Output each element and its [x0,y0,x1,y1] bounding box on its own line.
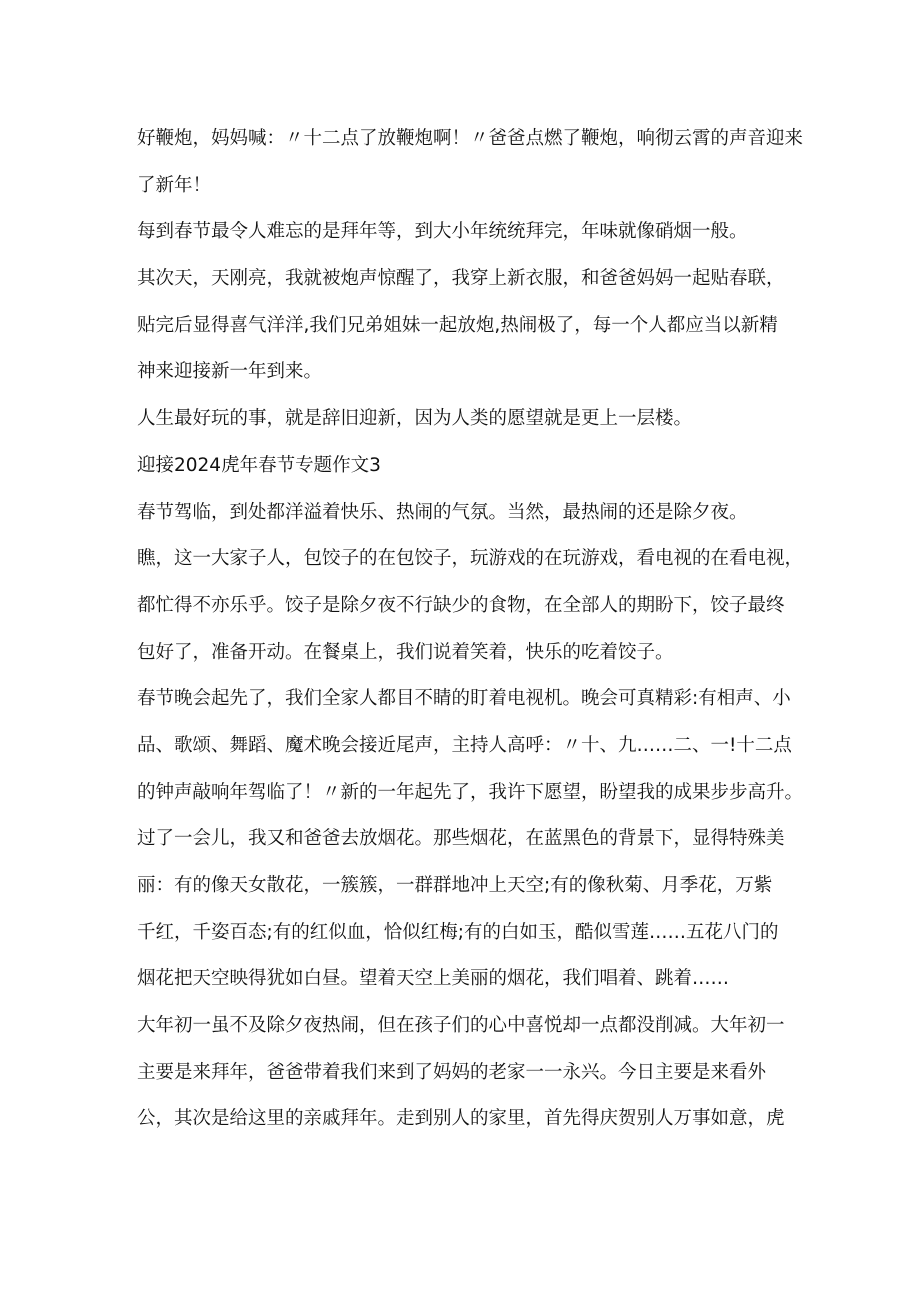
text-line: 春节驾临，到处都洋溢着快乐、热闹的气氛。当然，最热闹的还是除夕夜。 [137,501,748,523]
text-line: 千红，千姿百态;有的红似血，恰似红梅;有的白如玉，酷似雪莲……五花八门的 [137,921,779,943]
text-line: 丽：有的像天女散花，一簇簇，一群群地冲上天空;有的像秋菊、月季花，万紫 [137,875,773,896]
text-line: 春节晚会起先了，我们全家人都目不睛的盯着电视机。晚会可真精彩:有相声、小 [137,688,791,710]
text-line: 瞧，这一大家子人，包饺子的在包饺子，玩游戏的在玩游戏，看电视的在看电视， [137,548,804,570]
text-line: 烟花把天空映得犹如白昼。望着天空上美丽的烟花，我们唱着、跳着…… [137,968,730,990]
text-line: 贴完后显得喜气洋洋,我们兄弟姐妹一起放炮,热闹极了，每一个人都应当以新精 [137,314,778,336]
text-line: 好鞭炮，妈妈喊：〃十二点了放鞭炮啊！〃爸爸点燃了鞭炮，响彻云霄的声音迎来 [137,128,804,149]
text-line: 了新年！ [137,174,212,196]
text-line: 主要是来拜年，爸爸带着我们来到了妈妈的老家一一永兴。今日主要是来看外 [137,1061,767,1083]
text-line: 每到春节最令人难忘的是拜年等，到大小年统统拜完，年味就像硝烟一般。 [137,221,748,243]
document-body [137,116,804,1143]
section-heading: 迎接2024虎年春节专题作文3 [137,454,381,476]
text-line: 品、歌颂、舞蹈、魔术晚会接近尾声，主持人高呼：〃十、九……二、一!十二点 [137,734,792,756]
text-line: 公，其次是给这里的亲戚拜年。走到别人的家里，首先得庆贺别人万事如意，虎 [137,1108,785,1130]
text-line: 的钟声敲响年驾临了！〃新的一年起先了，我许下愿望，盼望我的成果步步高升。 [137,781,804,803]
text-line: 包好了，准备开动。在餐桌上，我们说着笑着，快乐的吃着饺子。 [137,641,674,663]
text-line: 人生最好玩的事，就是辞旧迎新，因为人类的愿望就是更上一层楼。 [137,408,693,430]
text-line: 过了一会儿，我又和爸爸去放烟花。那些烟花，在蓝黑色的背景下，显得特殊美 [137,828,785,850]
text-line: 都忙得不亦乐乎。饺子是除夕夜不行缺少的食物，在全部人的期盼下，饺子最终 [137,594,785,616]
text-line: 大年初一虽不及除夕夜热闹，但在孩子们的心中喜悦却一点都没削减。大年初一 [137,1015,785,1037]
text-line: 其次天，天刚亮，我就被炮声惊醒了，我穿上新衣服，和爸爸妈妈一起贴春联， [137,268,785,290]
text-line: 神来迎接新一年到来。 [137,361,323,383]
